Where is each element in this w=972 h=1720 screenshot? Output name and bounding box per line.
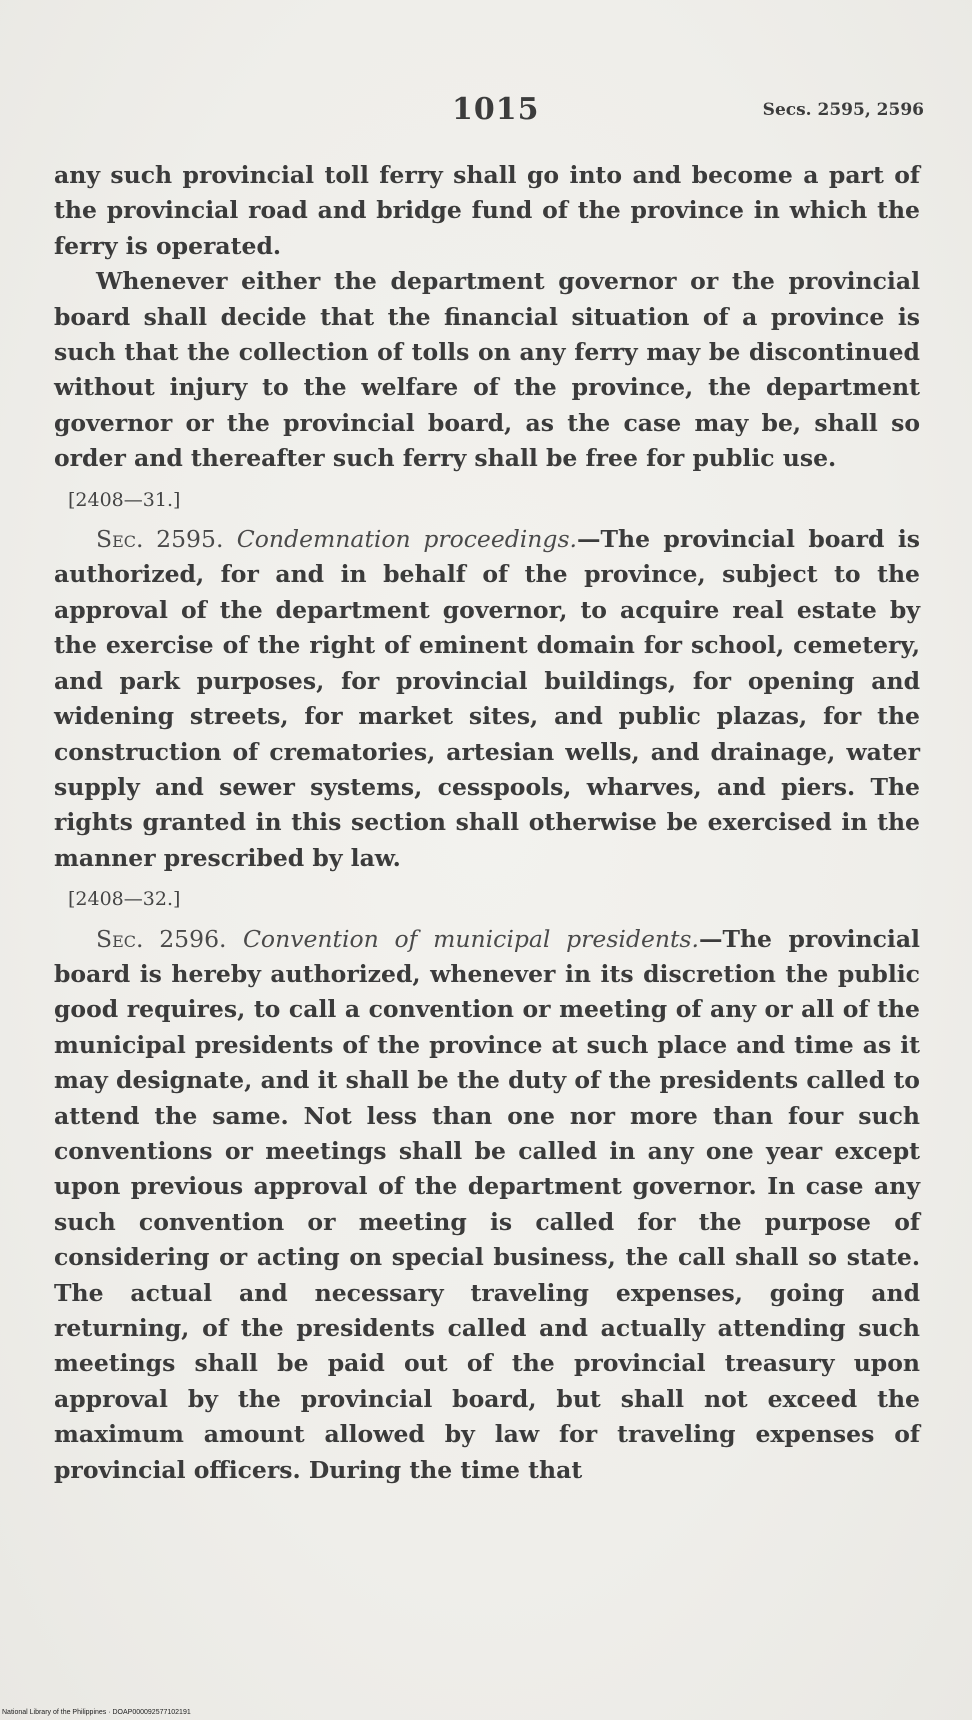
section-2596-label: Sec. 2596. [96,924,227,953]
page-header [0,92,972,132]
citation-2408-32: [2408—32.] [68,888,181,911]
section-reference: Secs. 2595, 2596 [762,100,924,120]
section-2596-text: —The provincial board is hereby authorized, whenever in its discretion the public good requires, to call a convention or meeting of any or all of the municipal presidents of the province at such place and time as it may designate, and it shall be the duty of the presidents called to attend the same. Not less than one nor more than four such conventions or meetings shall be called in any one year except upon previous approval of the department governor. In case any such convention or meeting is called for the purpose of considering or acting on special business, the call shall so state. The actual and necessary traveling expenses, going and returning, of the presidents called and actually attending such meetings shall be paid out of the provincial treasury upon approval by the provincial board, but shall not exceed the maximum amount allowed by law for traveling expenses of provincial officers. During the time that [54,924,920,1484]
body-text [54,158,920,1488]
section-2595-title: Condemnation proceedings. [236,525,578,554]
citation-2408-31: [2408—31.] [68,488,181,511]
section-2596 [54,922,920,1489]
section-2596-title: Convention of municipal presidents. [242,924,699,953]
paragraph-ferry-free: Whenever either the department governor or the provincial board shall decide that the financial situation of a province is such that the collection of tolls on any ferry may be discontinued without injury to the welfare of the province, the department governor or the provincial board, as the case may be, shall so order and thereafter such ferry shall be free for public use. [54,267,920,473]
library-footer: National Library of the Philippines · DOAP000092577102191 [2,1709,191,1716]
section-2595-label: Sec. 2595. [96,525,224,554]
paragraph-continuation: any such provincial toll ferry shall go into and become a part of the provincial road and bridge fund of the province in which the ferry is operated. [54,161,920,260]
section-2595-text: —The provincial board is authorized, for and in behalf of the province, subject to the approval of the department governor, to acquire real estate by the exercise of the right of eminent domain for school, cemetery, and park purposes, for provincial buildings, for opening and widening streets, for market sites, and public plazas, for the construction of crematories, artesian wells, and drainage, water supply and sewer systems, cesspools, wharves, and piers. The rights granted in this section shall otherwise be exercised in the manner prescribed by law. [54,525,920,872]
section-2595 [54,522,920,876]
page-number: 1015 [452,92,540,127]
